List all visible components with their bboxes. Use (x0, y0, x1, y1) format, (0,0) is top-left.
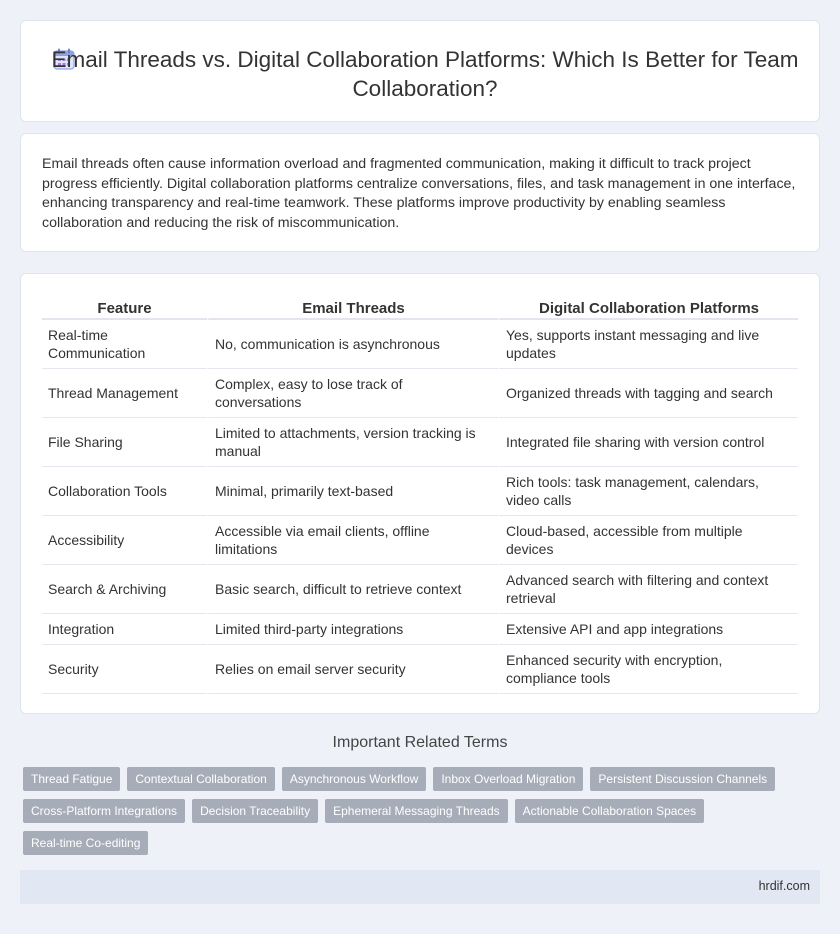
feature-cell: Integration (42, 614, 207, 645)
table-row (42, 369, 798, 418)
email-threads-cell: Limited to attachments, version tracking is manual (207, 418, 498, 467)
comparison-card (20, 273, 820, 714)
email-threads-cell: Limited third-party integrations (207, 614, 498, 645)
related-term-tag[interactable]: Cross-Platform Integrations (23, 799, 185, 823)
related-term-tag[interactable]: Asynchronous Workflow (282, 767, 427, 791)
platforms-cell: Organized threads with tagging and search (498, 369, 798, 418)
comparison-table (42, 295, 798, 694)
feature-cell: File Sharing (42, 418, 207, 467)
table-row (42, 320, 798, 369)
column-header-feature: Feature (42, 295, 207, 320)
table-row (42, 516, 798, 565)
related-term-tag[interactable]: Thread Fatigue (23, 767, 120, 791)
email-threads-cell: Accessible via email clients, offline limitations (207, 516, 498, 565)
feature-cell: Thread Management (42, 369, 207, 418)
platforms-cell: Cloud-based, accessible from multiple devices (498, 516, 798, 565)
related-terms-title: Important Related Terms (332, 734, 508, 751)
feature-cell: Real-time Communication (42, 320, 207, 369)
table-row (42, 467, 798, 516)
feature-cell: Security (42, 645, 207, 694)
table-row (42, 614, 798, 645)
email-threads-cell: No, communication is asynchronous (207, 320, 498, 369)
related-term-tag[interactable]: Real-time Co-editing (23, 831, 148, 855)
related-term-tag[interactable]: Decision Traceability (192, 799, 318, 823)
column-header-email-threads: Email Threads (207, 295, 498, 320)
email-threads-cell: Minimal, primarily text-based (207, 467, 498, 516)
intro-paragraph: Email threads often cause information overload and fragmented communication, making it difficult to track project progress efficiently. Digital collaboration platforms centralize conversations, files, and task management in one interface, enhancing transparency and real-time teamwork. These platforms improve productivity by enabling seamless collaboration and reducing the risk of miscommunication. (42, 156, 796, 231)
feature-cell: Accessibility (42, 516, 207, 565)
related-term-tag[interactable]: Contextual Collaboration (127, 767, 274, 791)
platforms-cell: Rich tools: task management, calendars, video calls (498, 467, 798, 516)
email-threads-cell: Relies on email server security (207, 645, 498, 694)
related-term-tag[interactable]: Ephemeral Messaging Threads (325, 799, 508, 823)
footer-site-link[interactable]: hrdif.com (758, 879, 810, 893)
related-term-tag[interactable]: Inbox Overload Migration (433, 767, 583, 791)
intro-card (20, 133, 820, 252)
platforms-cell: Extensive API and app integrations (498, 614, 798, 645)
platforms-cell: Advanced search with filtering and context retrieval (498, 565, 798, 614)
email-threads-cell: Complex, easy to lose track of conversations (207, 369, 498, 418)
table-row (42, 565, 798, 614)
email-threads-cell: Basic search, difficult to retrieve context (207, 565, 498, 614)
table-row (42, 418, 798, 467)
platforms-cell: Enhanced security with encryption, compliance tools (498, 645, 798, 694)
platforms-cell: Yes, supports instant messaging and live updates (498, 320, 798, 369)
column-header-digital-platforms: Digital Collaboration Platforms (498, 295, 798, 320)
related-terms-list (23, 767, 813, 855)
title-card (20, 20, 820, 122)
table-row (42, 645, 798, 694)
related-term-tag[interactable]: Actionable Collaboration Spaces (515, 799, 704, 823)
feature-cell: Collaboration Tools (42, 467, 207, 516)
related-term-tag[interactable]: Persistent Discussion Channels (590, 767, 775, 791)
feature-cell: Search & Archiving (42, 565, 207, 614)
platforms-cell: Integrated file sharing with version control (498, 418, 798, 467)
table-header-row (42, 295, 798, 320)
footer (20, 870, 820, 904)
page-title: Email Threads vs. Digital Collaboration Platforms: Which Is Better for Team Collaboration? (51, 47, 799, 101)
